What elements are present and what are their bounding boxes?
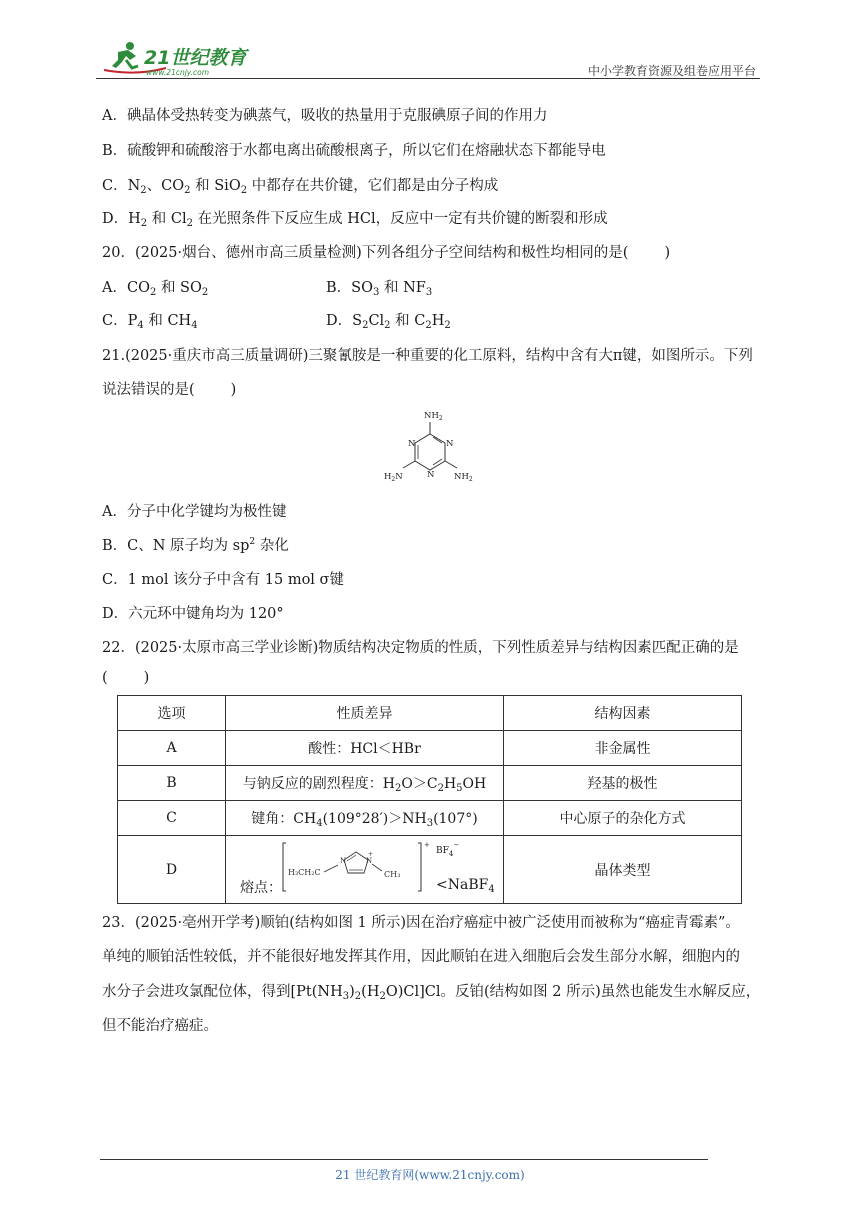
q21-option-a: A．分子中化学键均为极性键 [102, 504, 287, 520]
h2n-label: $H_2N$ [384, 472, 403, 483]
q23-line-1: 23．(2025·亳州开学考)顺铂(结构如图 1 所示)因在治疗癌症中被广泛使用而被称为“癌症青霉素”。 [102, 915, 740, 931]
q21-option-c: C．1 mol 该分子中含有 15 mol σ键 [102, 572, 344, 588]
table-cell-option: D [118, 836, 226, 904]
svg-text:N: N [340, 856, 347, 865]
nh2-right-label: $NH_2$ [454, 472, 473, 483]
svg-text:N: N [366, 856, 373, 865]
nh2-top-label: $NH_2$ [424, 411, 443, 422]
table-cell-property: 键角：$CH_4(109^\circ 28')>NH_3(107^\circ)$ [226, 801, 504, 836]
table-row [118, 836, 742, 904]
q20-option-d: D．$S_2Cl_2$ 和 $C_2H_2$ [326, 313, 451, 331]
table-cell-factor: 羟基的极性 [504, 766, 742, 801]
table-header-cell: 性质差异 [226, 696, 504, 731]
table-cell-option: B [118, 766, 226, 801]
q21-option-d: D．六元环中键角均为 120° [102, 606, 284, 622]
table-header-row [118, 696, 742, 731]
table-cell-property: 与钠反应的剧烈程度：$H_2O>C_2H_5OH$ [226, 766, 504, 801]
q23-line-2: 单纯的顺铂活性较低，并不能很好地发挥其作用，因此顺铂在进入细胞后会发生部分水解，细胞内的 [102, 949, 740, 965]
melamine-structure [378, 406, 482, 490]
q22-paren: ( ) [102, 670, 150, 686]
table-cell-property: 酸性：HCl＜HBr [226, 731, 504, 766]
svg-text:+: + [368, 850, 374, 858]
q20-stem: 20．(2025·烟台、德州市高三质量检测)下列各组分子空间结构和极性均相同的是( ) [102, 245, 671, 261]
table-header-cell: 结构因素 [504, 696, 742, 731]
table-row [118, 766, 742, 801]
q21-stem-2: 说法错误的是( ) [102, 382, 237, 398]
svg-text:CH₃: CH₃ [384, 869, 401, 879]
svg-text:+: + [424, 840, 430, 849]
n-atom-3: N [427, 470, 435, 480]
q21-stem: 21.(2025·重庆市高三质量调研)三聚氰胺是一种重要的化工原料，结构中含有大π键，如图所示。下列 [102, 348, 753, 364]
q19-option-b: B．硫酸钾和硫酸溶于水都电离出硫酸根离子，所以它们在熔融状态下都能导电 [102, 143, 606, 159]
q19-option-c: C．$N_2$、$CO_2$ 和 SiO$_2$ 中都存在共价键，它们都是由分子构成 [102, 178, 499, 196]
q22-table [117, 695, 742, 904]
table-cell-option: A [118, 731, 226, 766]
table-cell-property: 熔点： H₃CH₂C N N + CH₃ + $BF_4^-$ <NaBF$_4$ [226, 836, 504, 904]
site-logo [96, 38, 266, 80]
imidazolium-structure [282, 841, 432, 893]
table-cell-factor: 晶体类型 [504, 836, 742, 904]
table-cell-factor: 中心原子的杂化方式 [504, 801, 742, 836]
q19-option-d: D．$H_2$ 和 $Cl_2$ 在光照条件下反应生成 HCl，反应中一定有共价键的断裂和形成 [102, 211, 608, 229]
q23-line-4: 但不能治疗癌症。 [102, 1018, 218, 1034]
svg-text:H₃CH₂C: H₃CH₂C [288, 867, 321, 877]
n-atom-1: N [446, 439, 454, 449]
footer-divider [100, 1159, 708, 1160]
q20-option-a: A．$CO_2$ 和 $SO_2$ [102, 280, 209, 298]
n-atom-2: N [408, 439, 416, 449]
table-row [118, 731, 742, 766]
q19-option-a: A．碘晶体受热转变为碘蒸气，吸收的热量用于克服碘原子间的作用力 [102, 108, 548, 124]
table-header-cell: 选项 [118, 696, 226, 731]
logo-url: www.21cnjy.com [146, 68, 210, 77]
footer-text: 21 世纪教育网(www.21cnjy.com) [335, 1168, 525, 1182]
header-divider [96, 78, 760, 79]
q23-line-3: 水分子会进攻氯配位体，得到$[Pt(NH_3)_2(H_2O)Cl]Cl$。反铂(结构如图 2 所示)虽然也能发生水解反应， [102, 984, 761, 1002]
q21-option-b: B．C、N 原子均为 $sp^2$ 杂化 [102, 537, 289, 554]
table-cell-option: C [118, 801, 226, 836]
q22-stem: 22．(2025·太原市高三学业诊断)物质结构决定物质的性质，下列性质差异与结构因素匹配正确的是 [102, 640, 739, 656]
logo-runner-icon [96, 38, 266, 80]
q20-option-b: B．$SO_3$ 和 $NF_3$ [326, 280, 433, 298]
header-slogan: 中小学教育资源及组卷应用平台 [587, 64, 756, 78]
logo-text: 21世纪教育 [144, 47, 247, 69]
table-cell-factor: 非金属性 [504, 731, 742, 766]
q20-option-c: C．$P_4$ 和 $CH_4$ [102, 313, 198, 331]
table-row [118, 801, 742, 836]
